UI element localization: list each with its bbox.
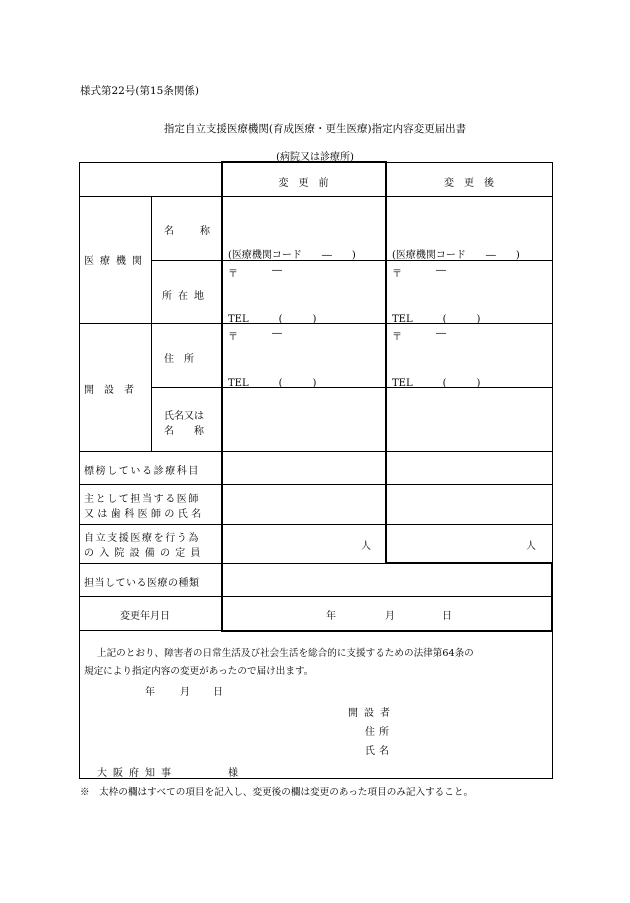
declaration-year: 年: [145, 687, 155, 698]
beds-unit-before: 人: [361, 541, 371, 552]
declaration-month: 月: [180, 687, 190, 698]
change-date-day: 日: [442, 611, 452, 622]
founder-postal-mark-before: 〒: [228, 332, 238, 343]
recipient-label: 大阪府知事: [97, 768, 177, 779]
departments-label: 標榜している診療科目: [84, 466, 200, 477]
name-label-char2: 称: [200, 226, 210, 237]
doctor-label-1: 主として担当する医師: [84, 494, 200, 505]
declaration-line-1: 上記のとおり、障害者の日常生活及び社会生活を総合的に支援するための法律第64条の: [97, 648, 474, 659]
name-label-char1: 名: [164, 226, 174, 237]
signer-address-label: 住所: [365, 727, 393, 738]
signer-name-label: 氏名: [365, 746, 393, 757]
tel-after: TEL ( ): [392, 314, 481, 325]
address-label: 所在地: [162, 291, 210, 302]
institution-code-before: (医療機関コード ― ): [228, 250, 356, 261]
founder-postal-mark-after: 〒: [392, 332, 402, 343]
beds-label-1: 自立支援医療を行う為: [84, 533, 200, 544]
doctor-label-2: 又は歯科医師の氏名: [84, 509, 205, 520]
founder-tel-after: TEL ( ): [392, 378, 481, 389]
founder-name-label-2: 名 称: [164, 426, 204, 437]
postal-dash-before: ―: [272, 265, 282, 276]
change-date-year: 年: [326, 611, 336, 622]
care-type-label: 担当している医療の種類: [84, 578, 200, 589]
column-header-before: 変 更 前: [278, 178, 329, 189]
beds-unit-after: 人: [526, 541, 536, 552]
document-title: 指定自立支援医療機関(育成医療・更生医療)指定内容変更届出書: [163, 123, 467, 135]
footnote: ※ 太枠の欄はすべての項目を記入し、変更後の欄は変更のあった項目のみ記入すること。: [80, 787, 474, 798]
founder-name-label-1: 氏名又は: [164, 411, 204, 422]
recipient-honorific: 様: [228, 768, 238, 779]
founder-postal-dash-after: ―: [436, 328, 446, 339]
change-date-label: 変更年月日: [120, 611, 170, 622]
change-date-month: 月: [385, 611, 395, 622]
document-subtitle: (病院又は診療所): [276, 152, 354, 163]
founder-address-label: 住 所: [164, 354, 194, 365]
founder-tel-before: TEL ( ): [228, 378, 317, 389]
declaration-day: 日: [213, 687, 223, 698]
declaration-line-2: 規定により指定内容の変更があったので届け出ます。: [84, 666, 314, 677]
beds-label-2: の入院設備の定員: [84, 548, 206, 559]
postal-mark-after: 〒: [392, 269, 402, 280]
founder-postal-dash-before: ―: [272, 328, 282, 339]
founder-label: 開 設 者: [84, 385, 134, 396]
institution-code-after: (医療機関コード ― ): [392, 250, 520, 261]
postal-dash-after: ―: [436, 265, 446, 276]
tel-before: TEL ( ): [228, 314, 317, 325]
postal-mark-before: 〒: [228, 269, 238, 280]
column-header-after: 変 更 後: [444, 178, 494, 189]
medical-institution-label: 医療機関: [84, 256, 148, 267]
form-number: 様式第22号(第15条関係): [80, 85, 199, 97]
signer-founder-label: 開設者: [348, 708, 396, 719]
